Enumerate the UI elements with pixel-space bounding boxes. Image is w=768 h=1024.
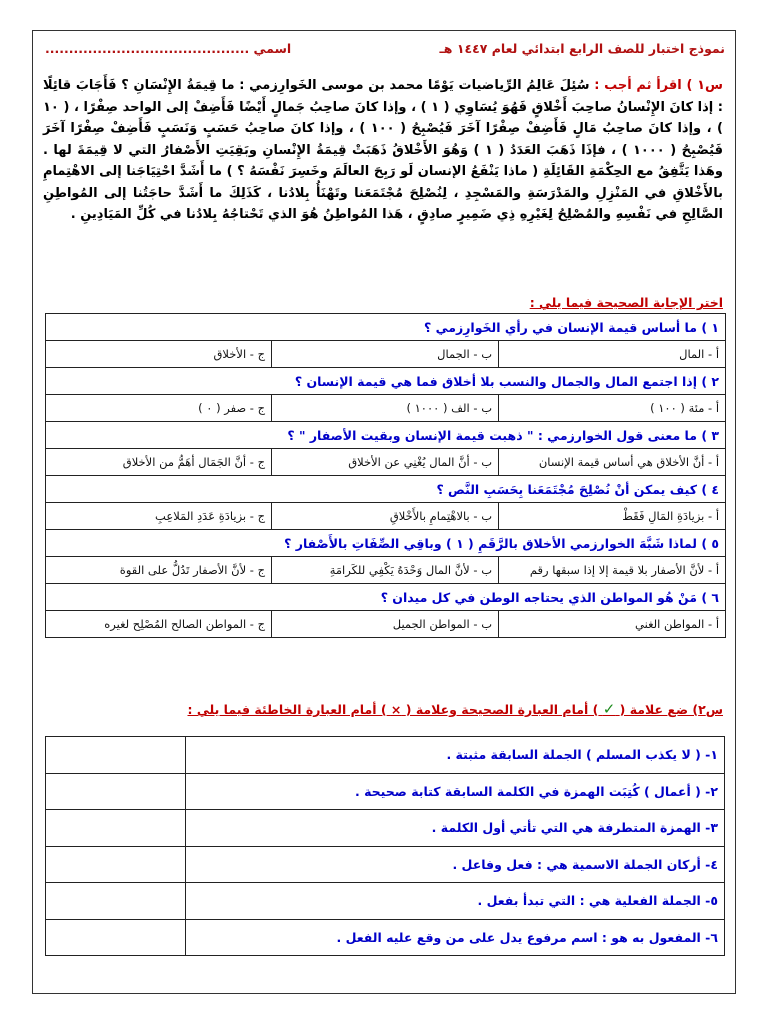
option-c[interactable]: ج - المواطن الصالح المُصْلِح لغيره — [46, 611, 272, 638]
tf-row — [46, 737, 725, 774]
option-b[interactable]: ب - الجمال — [272, 341, 499, 368]
mcq-question: ١ ) ما أساس قيمة الإنسان في رأي الخَوارِزمي ؟ — [46, 314, 726, 341]
option-c[interactable]: ج - أنَّ الجَمَال أهَمُّ من الأخلاق — [46, 449, 272, 476]
mcq-question-row — [46, 476, 726, 503]
tf-statement: ٢- ( أعمال ) كُتِبَت الهمزة في الكلمة السابقة كتابة صحيحة . — [186, 773, 725, 810]
check-mark-icon: ✓ — [602, 700, 616, 718]
option-c[interactable]: ج - لأنَّ الأصفار تَدُلُّ على القوة — [46, 557, 272, 584]
tf-row — [46, 810, 725, 847]
true-false-instruction — [188, 700, 724, 718]
mcq-question-row — [46, 422, 726, 449]
tf-row — [46, 773, 725, 810]
option-c[interactable]: ج - الأخلاق — [46, 341, 272, 368]
mcq-options-row — [46, 557, 726, 584]
tf-statement: ٣- الهمزة المتطرفة هي التي تأتي أول الكلمة . — [186, 810, 725, 847]
tf-row — [46, 919, 725, 956]
mcq-options-row — [46, 341, 726, 368]
option-a[interactable]: أ - المال — [499, 341, 726, 368]
mcq-question-row — [46, 314, 726, 341]
option-c[interactable]: ج - بزيادَةِ عَدَدِ المَلاعِبِ — [46, 503, 272, 530]
tf-answer-cell[interactable] — [46, 810, 186, 847]
tf-answer-cell[interactable] — [46, 919, 186, 956]
exam-title: نموذج اختبار للصف الرابع ابتدائي لعام ١٤٤٧ هـ — [439, 41, 725, 56]
student-name-field: اسمي ........................................... — [45, 41, 292, 56]
option-a[interactable]: أ - المواطن الغني — [499, 611, 726, 638]
option-b[interactable]: ب - أنَّ المال يُغْنِي عن الأخلاق — [272, 449, 499, 476]
mcq-question: ٥ ) لماذا شَبَّهَ الخوارزمي الأخلاق بالرَّقَمِ ( ١ ) وباقِي الصِّفَاتِ بالأَصْفار ؟ — [46, 530, 726, 557]
tf-row — [46, 846, 725, 883]
passage-text: سُئِلَ عَالِمُ الرِّياضيات يَوْمًا محمد بن موسى الخَوارِزمي : ما قِيمَةُ الإِنْسَانِ ؟ فَأَجَابَ قائِلًا : إذا كانَ الإِنْسانُ صاحِبَ أَخْلاقٍ فَهُوَ يُسَاوِي ( ١ ) ، وإذا كانَ صاحِبُ جَمالٍ أَيْضًا فَأَضِفْ إلى الواحد صِفْرًا ، ( ١٠ ) ، وإذا كانَ صاحِبُ مَالٍ فَأَضِفْ صِفْرًا آخَرَ فَيُصْبِحُ ( ١٠٠ ) ، وإذا كانَ صاحِبُ حَسَبٍ وَنَسَبٍ فَأَضِفْ صِفْرًا آخَرَ فَيُصْبِحُ ( ١٠٠٠ ) ، فإذَا ذَهَبَ العَدَدُ ( ١ ) وَهُوَ الأَخْلاقُ ذَهَبَتْ قِيمَةُ الإِنْسانِ وبَقِيَتِ الأَصْفارُ التي لا قِيمَةَ لها . وهَذا يَتَّفِقُ مع الحِكْمَةِ القَائِلَةِ ( ماذا يَنْفَعُ الإنسان لَو رَبِحَ العالَمَ وخَسِرَ نَفْسَهُ ؟ ) ما أَشَدَّ احْتِيَاجَنا إلى الاهْتِمامِ بالأَخْلاقِ في المَنْزِلِ والمَدْرَسَةِ والمَسْجِدِ ، لِنُصْلِحَ مُجْتَمَعَنا وتَهْنَأُ بِلادُنا ، كَذَلِكَ ما أَشَدَّ حاجَتُنا إلى المُواطِنِ الصَّالِحِ في نَفْسِهِ والمُصْلِحُ لِغَيْرِهِ ذِي ضَمِيرٍ صادِقٍ ، هَذا المُواطِنُ هُوَ الذي تَحْتاجُهُ بِلادُنا في كُلِّ المَيَادِينِ . — [43, 78, 724, 222]
mcq-question-row — [46, 530, 726, 557]
exam-header — [45, 41, 725, 61]
option-b[interactable]: ب - الف ( ١٠٠٠ ) — [272, 395, 499, 422]
tf-statement: ٥- الجملة الفعلية هي : التي تبدأ بفعل . — [186, 883, 725, 920]
instruction-part: س٢) ضع علامة ( — [619, 702, 723, 717]
mcq-question-row — [46, 368, 726, 395]
tf-answer-cell[interactable] — [46, 883, 186, 920]
tf-answer-cell[interactable] — [46, 737, 186, 774]
option-b[interactable]: ب - المواطن الجميل — [272, 611, 499, 638]
instruction-part: ) أمام العبارة الخاطئة فيما يلي : — [187, 702, 387, 717]
mcq-options-row — [46, 611, 726, 638]
tf-statement: ١- ( لا يكذب المسلم ) الجملة السابقة مثبتة . — [186, 737, 725, 774]
mcq-question: ٣ ) ما معنى قول الخوارزمي : " ذهبت قيمة الإنسان وبقيت الأصفار " ؟ — [46, 422, 726, 449]
option-a[interactable]: أ - بزيادَةِ المَالِ فَقَطْ — [499, 503, 726, 530]
tf-statement: ٦- المفعول به هو : اسم مرفوع يدل على من وقع عليه الفعل . — [186, 919, 725, 956]
option-b[interactable]: ب - بالاهْتِمامِ بالأَخْلاقِ — [272, 503, 499, 530]
cross-mark-icon: × — [390, 702, 402, 717]
option-a[interactable]: أ - مئة ( ١٠٠ ) — [499, 395, 726, 422]
tf-answer-cell[interactable] — [46, 773, 186, 810]
mcq-question: ٦ ) مَنْ هُو المواطن الذي يحتاجه الوطن في كل ميدان ؟ — [46, 584, 726, 611]
option-a[interactable]: أ - لأنَّ الأصفار بلا قيمة إلا إذا سبقها رقم — [499, 557, 726, 584]
mcq-question: ٤ ) كيف يمكن أنْ نُصْلِحَ مُجْتَمَعَنا بِحَسَبِ النَّص ؟ — [46, 476, 726, 503]
reading-passage — [43, 75, 723, 226]
mcq-options-row — [46, 395, 726, 422]
tf-row — [46, 883, 725, 920]
mcq-question-row — [46, 584, 726, 611]
option-b[interactable]: ب - لأنَّ المال وَحْدَهُ يَكْفِي للكَرامَةِ — [272, 557, 499, 584]
tf-statement: ٤- أركان الجملة الاسمية هي : فعل وفاعل . — [186, 846, 725, 883]
true-false-table — [45, 736, 725, 956]
mcq-options-row — [46, 449, 726, 476]
tf-answer-cell[interactable] — [46, 846, 186, 883]
mcq-table — [45, 313, 726, 638]
instruction-part: ) أمام العبارة الصحيحة وعلامة ( — [405, 702, 599, 717]
option-a[interactable]: أ - أنَّ الأخلاق هي أساس قيمة الإنسان — [499, 449, 726, 476]
option-c[interactable]: ج - صفر ( ٠ ) — [46, 395, 272, 422]
exam-page — [32, 30, 736, 994]
mcq-instruction: اختر الإجابة الصحيحة فيما يلي : — [529, 295, 723, 310]
mcq-question: ٢ ) إذا اجتمع المال والجمال والنسب بلا أخلاق فما هي قيمة الإنسان ؟ — [46, 368, 726, 395]
question-1-label: س١ ) اقرأ ثم أجب : — [594, 78, 723, 93]
mcq-options-row — [46, 503, 726, 530]
